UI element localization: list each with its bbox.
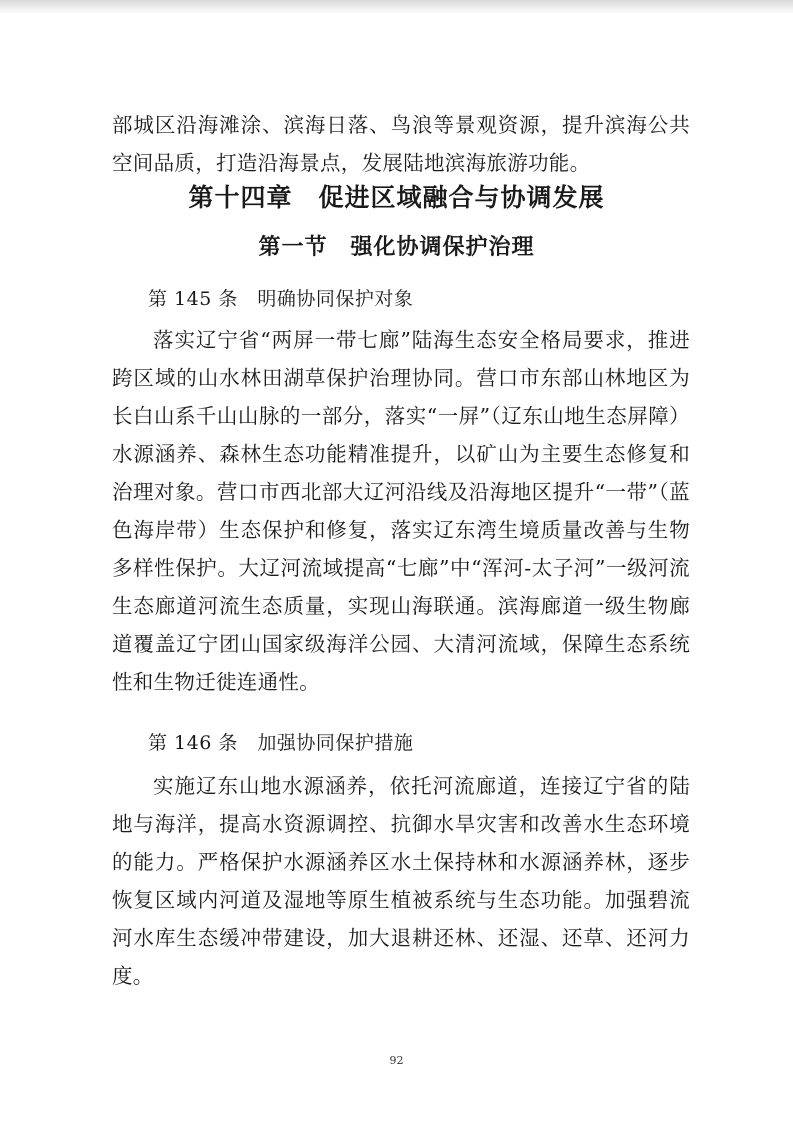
continuation-paragraph: 部城区沿海滩涂、滨海日落、鸟浪等景观资源，提升滨海公共空间品质，打造沿海景点，发展陆地滨海旅游功能。 [112, 113, 690, 175]
article-heading-146: 第 146 条 加强协同保护措施 [148, 732, 414, 754]
section-title: 第一节 强化协调保护治理 [258, 234, 535, 260]
chapter-title: 第十四章 促进区域融合与协调发展 [188, 183, 605, 212]
article-body-145: 落实辽宁省“两屏一带七廊”陆海生态安全格局要求，推进跨区域的山水林田湖草保护治理协同。营口市东部山林地区为长白山系千山山脉的一部分，落实“一屏”（辽东山地生态屏障）水源涵养、森林生态功能精准提升，以矿山为主要生态修复和治理对象。营口市西北部大辽河沿线及沿海地区提升“一带”（蓝色海岸带）生态保护和修复，落实辽东湾生境质量改善与生物多样性保护。大辽河流域提高“七廊”中“浑河-太子河”一级河流生态廊道河流生态质量，实现山海联通。滨海廊道一级生物廊道覆盖辽宁团山国家级海洋公园、大清河流域，保障生态系统性和生物迁徙连通性。 [112, 328, 690, 694]
article-heading-145: 第 145 条 明确协同保护对象 [148, 288, 414, 310]
page-number: 92 [389, 1054, 404, 1067]
article-body-146: 实施辽东山地水源涵养，依托河流廊道，连接辽宁省的陆地与海洋，提高水资源调控、抗御水旱灾害和改善水生态环境的能力。严格保护水源涵养区水土保持林和水源涵养林，逐步恢复区域内河道及湿地等原生植被系统与生态功能。加强碧流河水库生态缓冲带建设，加大退耕还林、还湿、还草、还河力度。 [112, 774, 690, 988]
